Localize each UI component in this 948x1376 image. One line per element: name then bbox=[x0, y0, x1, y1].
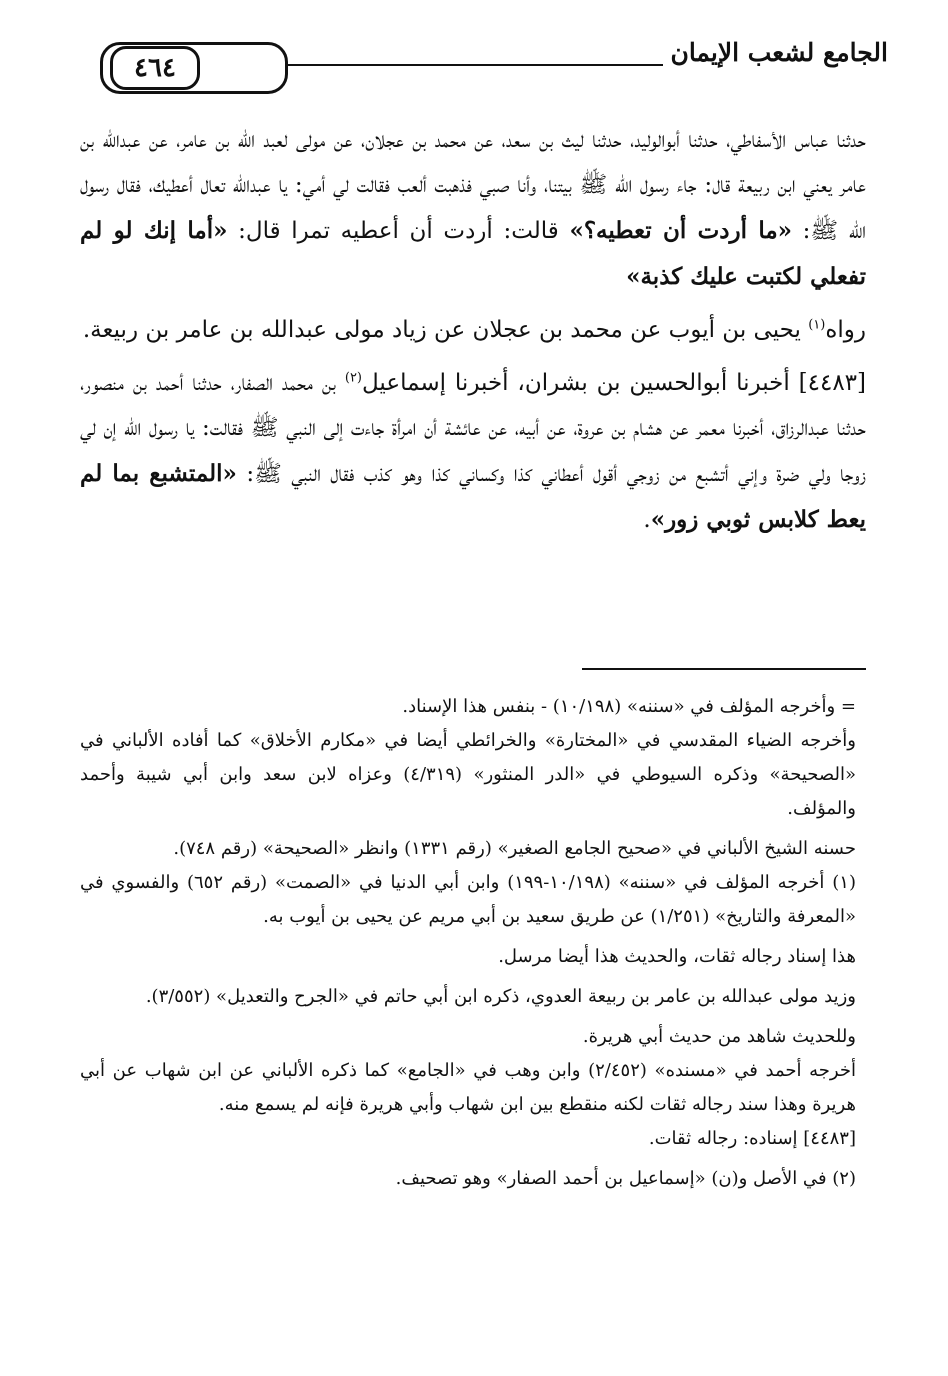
footnote-ref-2[interactable]: (٢) bbox=[344, 370, 362, 386]
hadith-paragraph-1 bbox=[80, 118, 866, 300]
paragraph-text: يحيى بن أيوب عن محمد بن عجلان عن زياد مولى عبدالله بن عامر بن ربيعة. bbox=[82, 317, 801, 343]
footnote-line: هذا إسناد رجاله ثقات، والحديث هذا أيضا مرسل. bbox=[498, 946, 856, 967]
footnote-ref-1[interactable]: (١) bbox=[808, 317, 826, 333]
footnote-line: [٤٤٨٣] إسناده: رجاله ثقات. bbox=[648, 1128, 856, 1149]
page-number: ٤٦٤ bbox=[110, 46, 200, 90]
paragraph-end: . bbox=[643, 507, 651, 533]
prophet-quote: «المتشبع بما لم يعط كلابس ثوبي زور» bbox=[80, 460, 866, 533]
footnote-line: أخرجه أحمد في «مسنده» (٢/٤٥٢) وابن وهب في «الجامع» كما ذكره الألباني عن ابن شهاب عن أبي هريرة وهذا سند رجاله ثقات لكنه منقطع بين ابن شهاب وأبي هريرة فإنه لم يسمع منه. bbox=[80, 1060, 856, 1115]
running-header-title: الجامع لشعب الإيمان bbox=[670, 38, 888, 67]
footnote-1: (١) أخرجه المؤلف في «سننه» (١٠/١٩٨-١٩٩) وابن أبي الدنيا في «الصمت» (رقم ٦٥٢) والفسوي في «المعرفة والتاريخ» (١/٢٥١) عن طريق سعيد بن أبي مريم عن يحيى بن أيوب به. bbox=[80, 872, 856, 927]
paragraph-text: حدثنا عباس الأسفاطي، حدثنا أبوالوليد، حدثنا ليث بن سعد، عن محمد بن عجلان، عن مولى لعبد الله بن عامر، عن عبدالله بن عامر يعني ابن ربيعة قال: جاء رسول الله ﷺ بيتنا، وأنا صبي فذهبت ألعب فقالت لي أمي: يا عبدالله تعال أعطيك، فقال رسول الله ﷺ: bbox=[80, 127, 867, 244]
footnote-line: حسنه الشيخ الألباني في «صحيح الجامع الصغير» (رقم ١٣٣١) وانظر «الصحيحة» (رقم ٧٤٨). bbox=[173, 838, 856, 859]
main-text bbox=[80, 118, 866, 543]
hadith-paragraph-4483 bbox=[80, 361, 866, 543]
paragraph-text: قالت: أردت أن أعطيه تمرا قال: bbox=[238, 218, 559, 244]
prophet-quote: «ما أردت أن تعطيه؟» bbox=[569, 217, 793, 244]
footnote-line: = وأخرجه المؤلف في «سننه» (١٠/١٩٨) - بنفس هذا الإسناد. bbox=[402, 696, 856, 717]
footnote-2: (٢) في الأصل و(ن) «إسماعيل بن أحمد الصفار» وهو تصحيف. bbox=[395, 1168, 856, 1189]
header-rule bbox=[288, 64, 663, 66]
paragraph-text: بن محمد الصفار، حدثنا أحمد بن منصور، حدثنا عبدالرزاق، أخبرنا معمر عن هشام بن عروة، عن أبيه، عن عائشة أن امرأة جاءت إلى النبي ﷺ فقالت: يا رسول الله إن لي زوجا ولي ضرة وإني أتشبع من زوجي أقول أعطاني كذا وكساني كذا وهو كذب فقال النبي ﷺ: bbox=[80, 370, 867, 487]
footnotes bbox=[80, 690, 856, 1196]
footnote-line: وزيد مولى عبدالله بن عامر بن ربيعة العدوي، ذكره ابن أبي حاتم في «الجرح والتعديل» (٣/٥٥٢). bbox=[145, 986, 856, 1007]
footnote-line: وللحديث شاهد من حديث أبي هريرة. bbox=[582, 1026, 856, 1047]
footnote-line: وأخرجه الضياء المقدسي في «المختارة» والخرائطي أيضا في «مكارم الأخلاق» كما أفاده الألباني في «الصحيحة» وذكره السيوطي في «الدر المنثور» (٤/٣١٩) وعزاه لابن سعد وابن أبي شيبة وأحمد والمؤلف. bbox=[80, 730, 856, 819]
footnote-separator bbox=[582, 668, 866, 670]
paragraph-text: رواه bbox=[825, 317, 866, 343]
narration-paragraph bbox=[80, 308, 866, 353]
paragraph-text: [٤٤٨٣] أخبرنا أبوالحسين بن بشران، أخبرنا إسماعيل bbox=[362, 370, 867, 396]
prophet-quote: «أما إنك لو لم تفعلي لكتبت عليك كذبة» bbox=[80, 217, 866, 290]
